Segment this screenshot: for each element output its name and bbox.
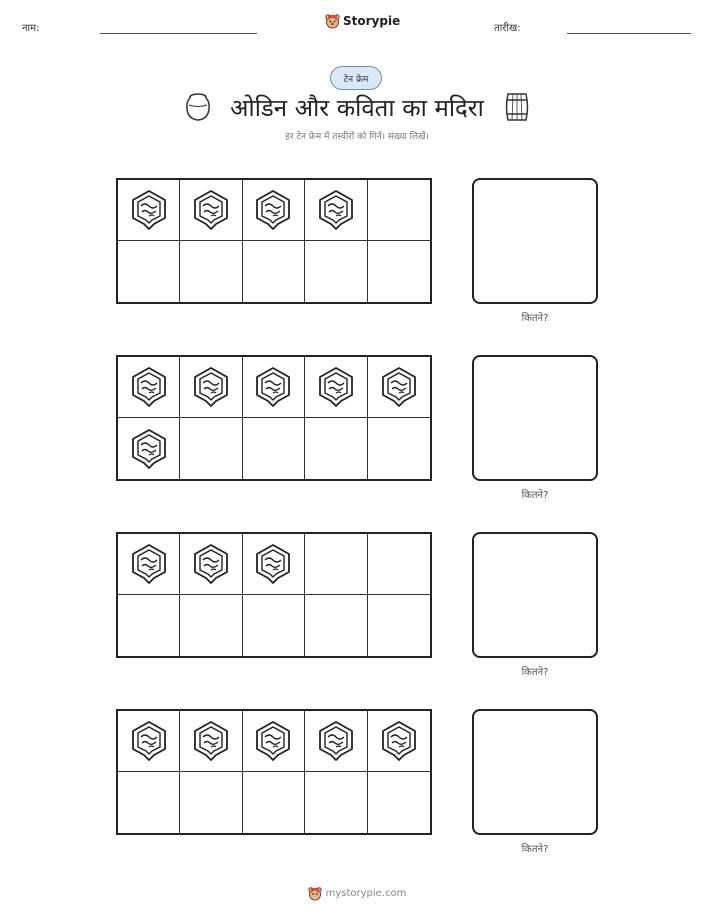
ten-frame-cell xyxy=(305,418,367,479)
barrel-icon xyxy=(503,92,531,122)
brand-name: Storypie xyxy=(343,14,401,28)
ten-frame-cell xyxy=(180,241,242,302)
honeycomb-icon xyxy=(254,543,292,585)
honeycomb-icon xyxy=(192,720,230,762)
ten-frame-cell xyxy=(243,534,305,595)
answer-box[interactable] xyxy=(472,178,598,304)
storypie-bear-icon xyxy=(308,886,322,901)
ten-frame-cell xyxy=(368,357,430,418)
ten-frame xyxy=(116,709,432,835)
ten-frame-cell xyxy=(368,711,430,772)
ten-frame-cell xyxy=(118,418,180,479)
ten-frame xyxy=(116,178,432,304)
ten-frame-cell xyxy=(243,711,305,772)
ten-frame-cell xyxy=(368,772,430,833)
ten-frame-cell xyxy=(305,711,367,772)
ten-frame-cell xyxy=(305,534,367,595)
date-line[interactable] xyxy=(567,33,691,34)
brand-logo xyxy=(325,13,400,29)
ten-frame-cell xyxy=(180,357,242,418)
ten-frame-cell xyxy=(118,595,180,656)
ten-frame-cell xyxy=(243,241,305,302)
topic-badge: टेन फ्रेम xyxy=(330,66,382,90)
answer-prompt: कितने? xyxy=(521,667,549,678)
ten-frame-cell xyxy=(243,180,305,241)
answer-prompt: कितने? xyxy=(521,490,549,501)
ten-frame-cell xyxy=(243,357,305,418)
honeycomb-icon xyxy=(317,720,355,762)
honeycomb-icon xyxy=(130,366,168,408)
honeycomb-icon xyxy=(317,189,355,231)
ten-frame-cell xyxy=(368,241,430,302)
ten-frame-cell xyxy=(368,180,430,241)
honeycomb-icon xyxy=(254,720,292,762)
ten-frame-cell xyxy=(368,595,430,656)
ten-frame xyxy=(116,532,432,658)
ten-frame-cell xyxy=(243,418,305,479)
answer-box[interactable] xyxy=(472,355,598,481)
honeycomb-icon xyxy=(192,366,230,408)
footer-url: mystorypie.com xyxy=(325,888,407,899)
instructions: हर टेन फ्रेम में तस्वीरों को गिनें। संख्या लिखें। xyxy=(285,132,429,142)
footer xyxy=(0,886,714,901)
honeycomb-icon xyxy=(130,189,168,231)
ten-frame-cell xyxy=(305,241,367,302)
ten-frame-cell xyxy=(368,534,430,595)
ten-frame-cell xyxy=(305,180,367,241)
ten-frame-cell xyxy=(305,772,367,833)
ten-frame-cell xyxy=(305,357,367,418)
ten-frame-cell xyxy=(243,772,305,833)
honeycomb-icon xyxy=(130,428,168,470)
answer-prompt: कितने? xyxy=(521,313,549,324)
ten-frame-cell xyxy=(180,180,242,241)
honeycomb-icon xyxy=(317,366,355,408)
ten-frame-cell xyxy=(118,534,180,595)
answer-prompt: कितने? xyxy=(521,844,549,855)
ten-frame-cell xyxy=(180,772,242,833)
ten-frame-cell xyxy=(118,357,180,418)
answer-box[interactable] xyxy=(472,709,598,835)
answer-box[interactable] xyxy=(472,532,598,658)
honeycomb-icon xyxy=(254,366,292,408)
name-line[interactable] xyxy=(100,33,257,34)
ten-frame-cell xyxy=(180,711,242,772)
ten-frame-cell xyxy=(243,595,305,656)
ten-frame xyxy=(116,355,432,481)
honeycomb-icon xyxy=(380,366,418,408)
honeycomb-icon xyxy=(192,189,230,231)
ten-frame-cell xyxy=(180,418,242,479)
honeycomb-icon xyxy=(130,720,168,762)
ten-frame-cell xyxy=(118,180,180,241)
honeycomb-icon xyxy=(130,543,168,585)
storypie-bear-icon xyxy=(325,13,340,29)
ten-frame-cell xyxy=(368,418,430,479)
ten-frame-cell xyxy=(180,595,242,656)
honeycomb-icon xyxy=(380,720,418,762)
ten-frame-cell xyxy=(118,241,180,302)
date-label: तारीख: xyxy=(494,23,521,34)
ten-frame-cell xyxy=(118,772,180,833)
honeycomb-icon xyxy=(192,543,230,585)
ten-frame-cell xyxy=(305,595,367,656)
ten-frame-cell xyxy=(180,534,242,595)
ten-frame-cell xyxy=(118,711,180,772)
page-title: ओडिन और कविता का मदिरा xyxy=(230,94,484,122)
honeycomb-icon xyxy=(254,189,292,231)
name-label: नाम: xyxy=(22,23,40,34)
